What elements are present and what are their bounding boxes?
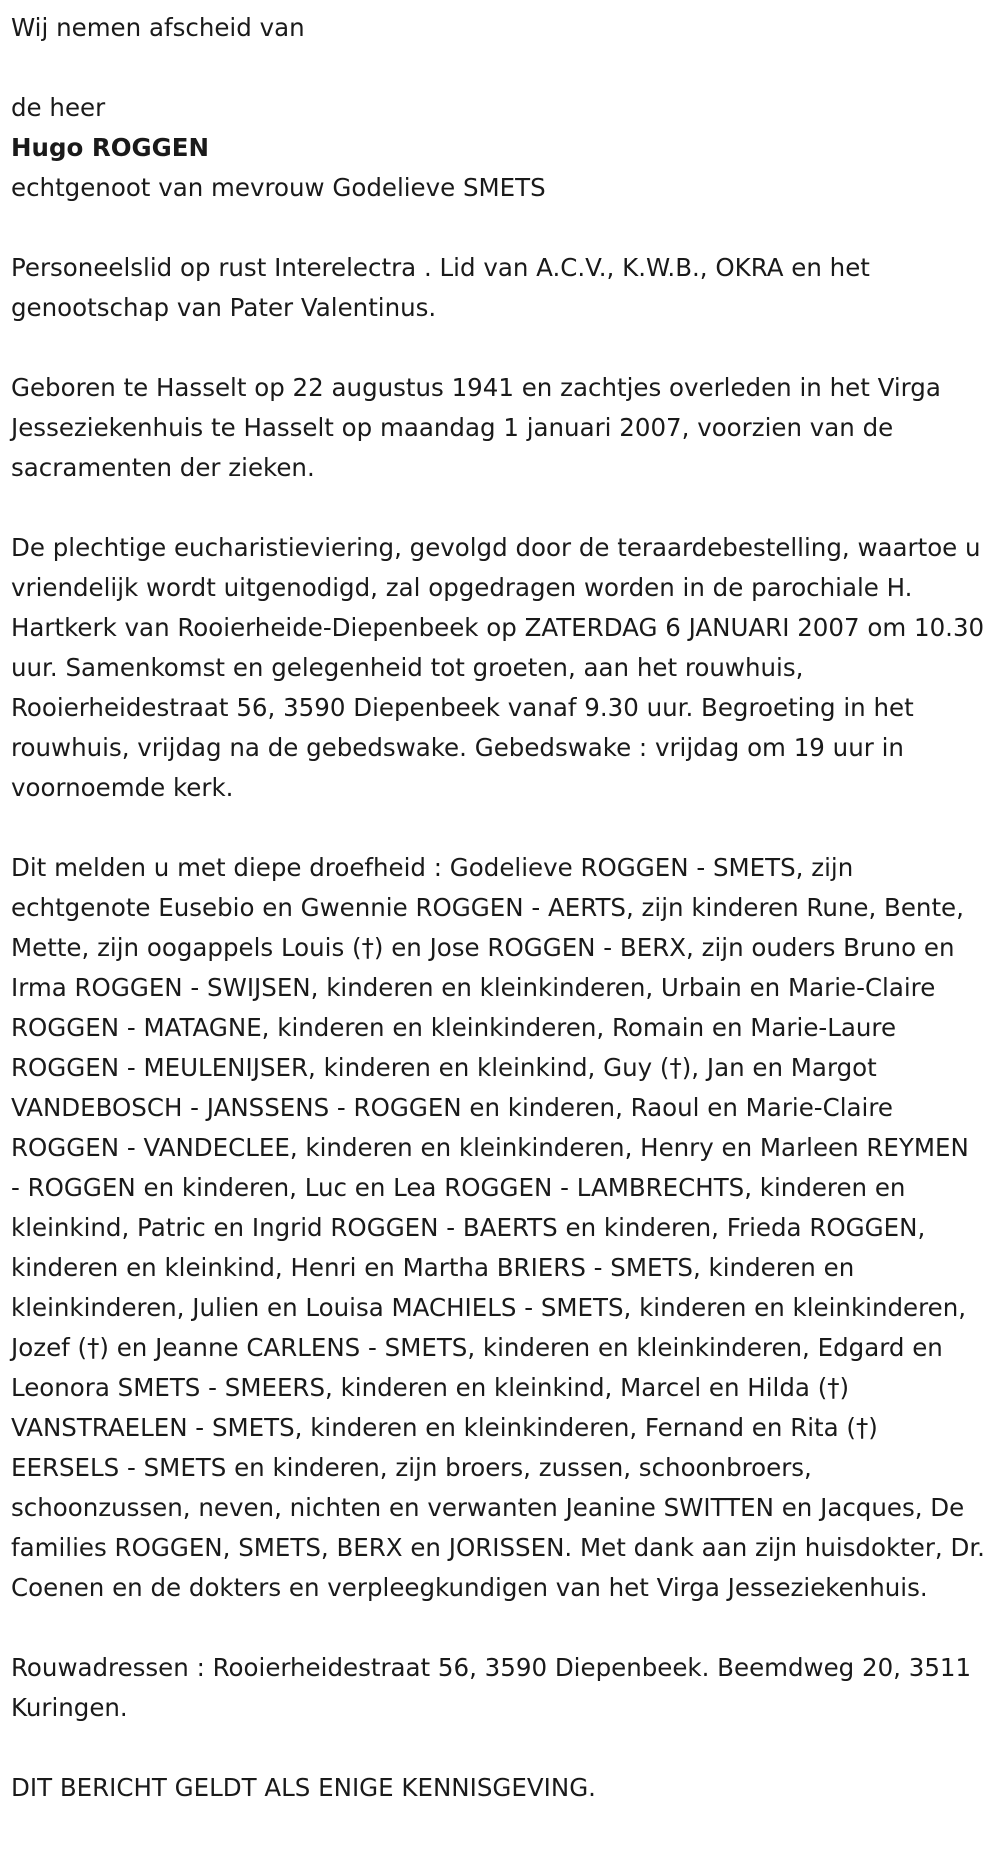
closing-text: DIT BERICHT GELDT ALS ENIGE KENNISGEVING.	[11, 1773, 596, 1802]
family-text: Dit melden u met diepe droefheid : Godelieve ROGGEN - SMETS, zijn echtgenote Eusebio en Gwennie ROGGEN - AERTS, zijn kinderen Rune, Bente, Mette, zijn oogappels Louis (†) en Jose ROGGEN - BERX, zijn ouders Bruno en Irma ROGGEN - SWIJSEN, kinderen en kleinkinderen, Urbain en Marie-Claire ROGGEN - MATAGNE, kinderen en kleinkinderen, Romain en Marie-Laure ROGGEN - MEULENIJSER, kinderen en kleinkind, Guy (†), Jan en Margot VANDEBOSCH - JANSSENS - ROGGEN en kinderen, Raoul en Marie-Claire ROGGEN - VANDECLEE, kinderen en kleinkinderen, Henry en Marleen REYMEN - ROGGEN en kinderen, Luc en Lea ROGGEN - LAMBRECHTS, kinderen en kleinkind, Patric en Ingrid ROGGEN - BAERTS en kinderen, Frieda ROGGEN, kinderen en kleinkind, Henri en Martha BRIERS - SMETS, kinderen en kleinkinderen, Julien en Louisa MACHIELS - SMETS, kinderen en kleinkinderen, Jozef (†) en Jeanne CARLENS - SMETS, kinderen en kleinkinderen, Edgard en Leonora SMETS - SMEERS, kinderen en kleinkind, Marcel en Hilda (†) VANSTRAELEN - SMETS, kinderen en kleinkinderen, Fernand en Rita (†) EERSELS - SMETS en kinderen, zijn broers, zussen, schoonbroers, schoonzussen, neven, nichten en verwanten Jeanine SWITTEN en Jacques, De families ROGGEN, SMETS, BERX en JORISSEN. Met dank aan zijn huisdokter, Dr. Coenen en de dokters en verpleegkundigen van het Virga Jesseziekenhuis.	[11, 853, 985, 1602]
birth-death-text: Geboren te Hasselt op 22 augustus 1941 en zachtjes overleden in het Virga Jesseziekenhuis te Hasselt op maandag 1 januari 2007, voorzien van de sacramenten der zieken.	[11, 373, 941, 482]
spouse-text: echtgenoot van mevrouw Godelieve SMETS	[11, 173, 546, 202]
addresses-text: Rouwadressen : Rooierheidestraat 56, 3590 Diepenbeek. Beemdweg 20, 3511 Kuringen.	[11, 1653, 972, 1722]
deceased-name: Hugo ROGGEN	[11, 133, 209, 162]
spacer	[11, 48, 985, 88]
ceremony-text: De plechtige eucharistieviering, gevolgd door de teraardebestelling, waartoe u vriendelijk wordt uitgenodigd, zal opgedragen worden in de parochiale H. Hartkerk van Rooierheide-Diepenbeek op ZATERDAG 6 JANUARI 2007 om 10.30 uur. Samenkomst en gelegenheid tot groeten, aan het rouwhuis, Rooierheidestraat 56, 3590 Diepenbeek vanaf 9.30 uur. Begroeting in het rouwhuis, vrijdag na de gebedswake. Gebedswake : vrijdag om 19 uur in voornoemde kerk.	[11, 533, 985, 802]
intro-text: Wij nemen afscheid van	[11, 13, 305, 42]
membership-text: Personeelslid op rust Interelectra . Lid van A.C.V., K.W.B., OKRA en het genootschap van Pater Valentinus.	[11, 253, 870, 322]
salutation-text: de heer	[11, 93, 106, 122]
